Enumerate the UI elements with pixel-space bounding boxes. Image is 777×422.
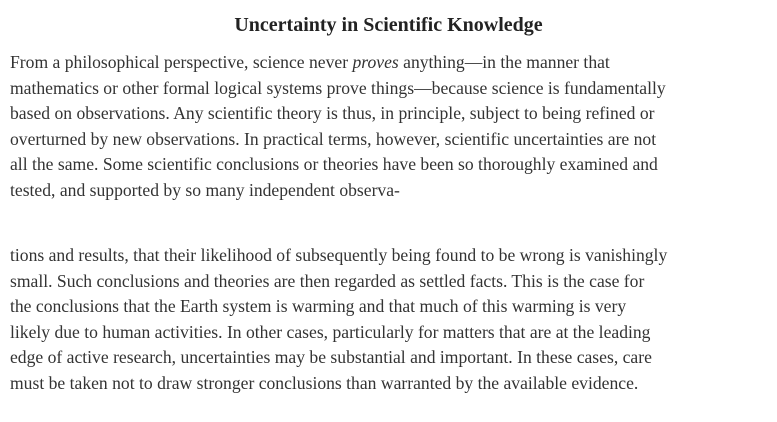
paragraph-line: based on observations. Any scientific theory is thus, in principle, subject to being refined or (10, 103, 655, 124)
paragraph-line (10, 50, 772, 76)
paragraph-line: all the same. Some scientific conclusions or theories have been so thoroughly examined and (10, 154, 658, 175)
paragraph-line: tions and results, that their likelihood of subsequently being found to be wrong is vanishingly (10, 245, 668, 265)
text-run: anything—in the manner that (398, 52, 610, 72)
paragraph-line: edge of active research, uncertainties may be substantial and important. In these cases, care (10, 347, 652, 368)
paragraph-line: likely due to human activities. In other cases, particularly for matters that are at the leading (10, 321, 651, 342)
paragraph-line: the conclusions that the Earth system is warming and that much of this warming is very (10, 296, 627, 317)
paragraph-2 (10, 243, 772, 397)
paragraph-line: small. Such conclusions and theories are then regarded as settled facts. This is the case for (10, 270, 645, 291)
paragraph-line: mathematics or other formal logical systems prove things—because science is fundamentally (10, 77, 666, 98)
paragraph-line: tested, and supported by so many independent observa- (10, 179, 400, 200)
paragraph-1 (10, 50, 772, 204)
paragraph-line: overturned by new observations. In practical terms, however, scientific uncertainties are not (10, 128, 657, 149)
text-run: From a philosophical perspective, science never (10, 52, 353, 72)
emphasized-word: proves (352, 52, 399, 72)
document-title: Uncertainty in Scientific Knowledge (234, 14, 543, 36)
paragraph-line: must be taken not to draw stronger conclusions than warranted by the available evidence. (10, 372, 639, 393)
